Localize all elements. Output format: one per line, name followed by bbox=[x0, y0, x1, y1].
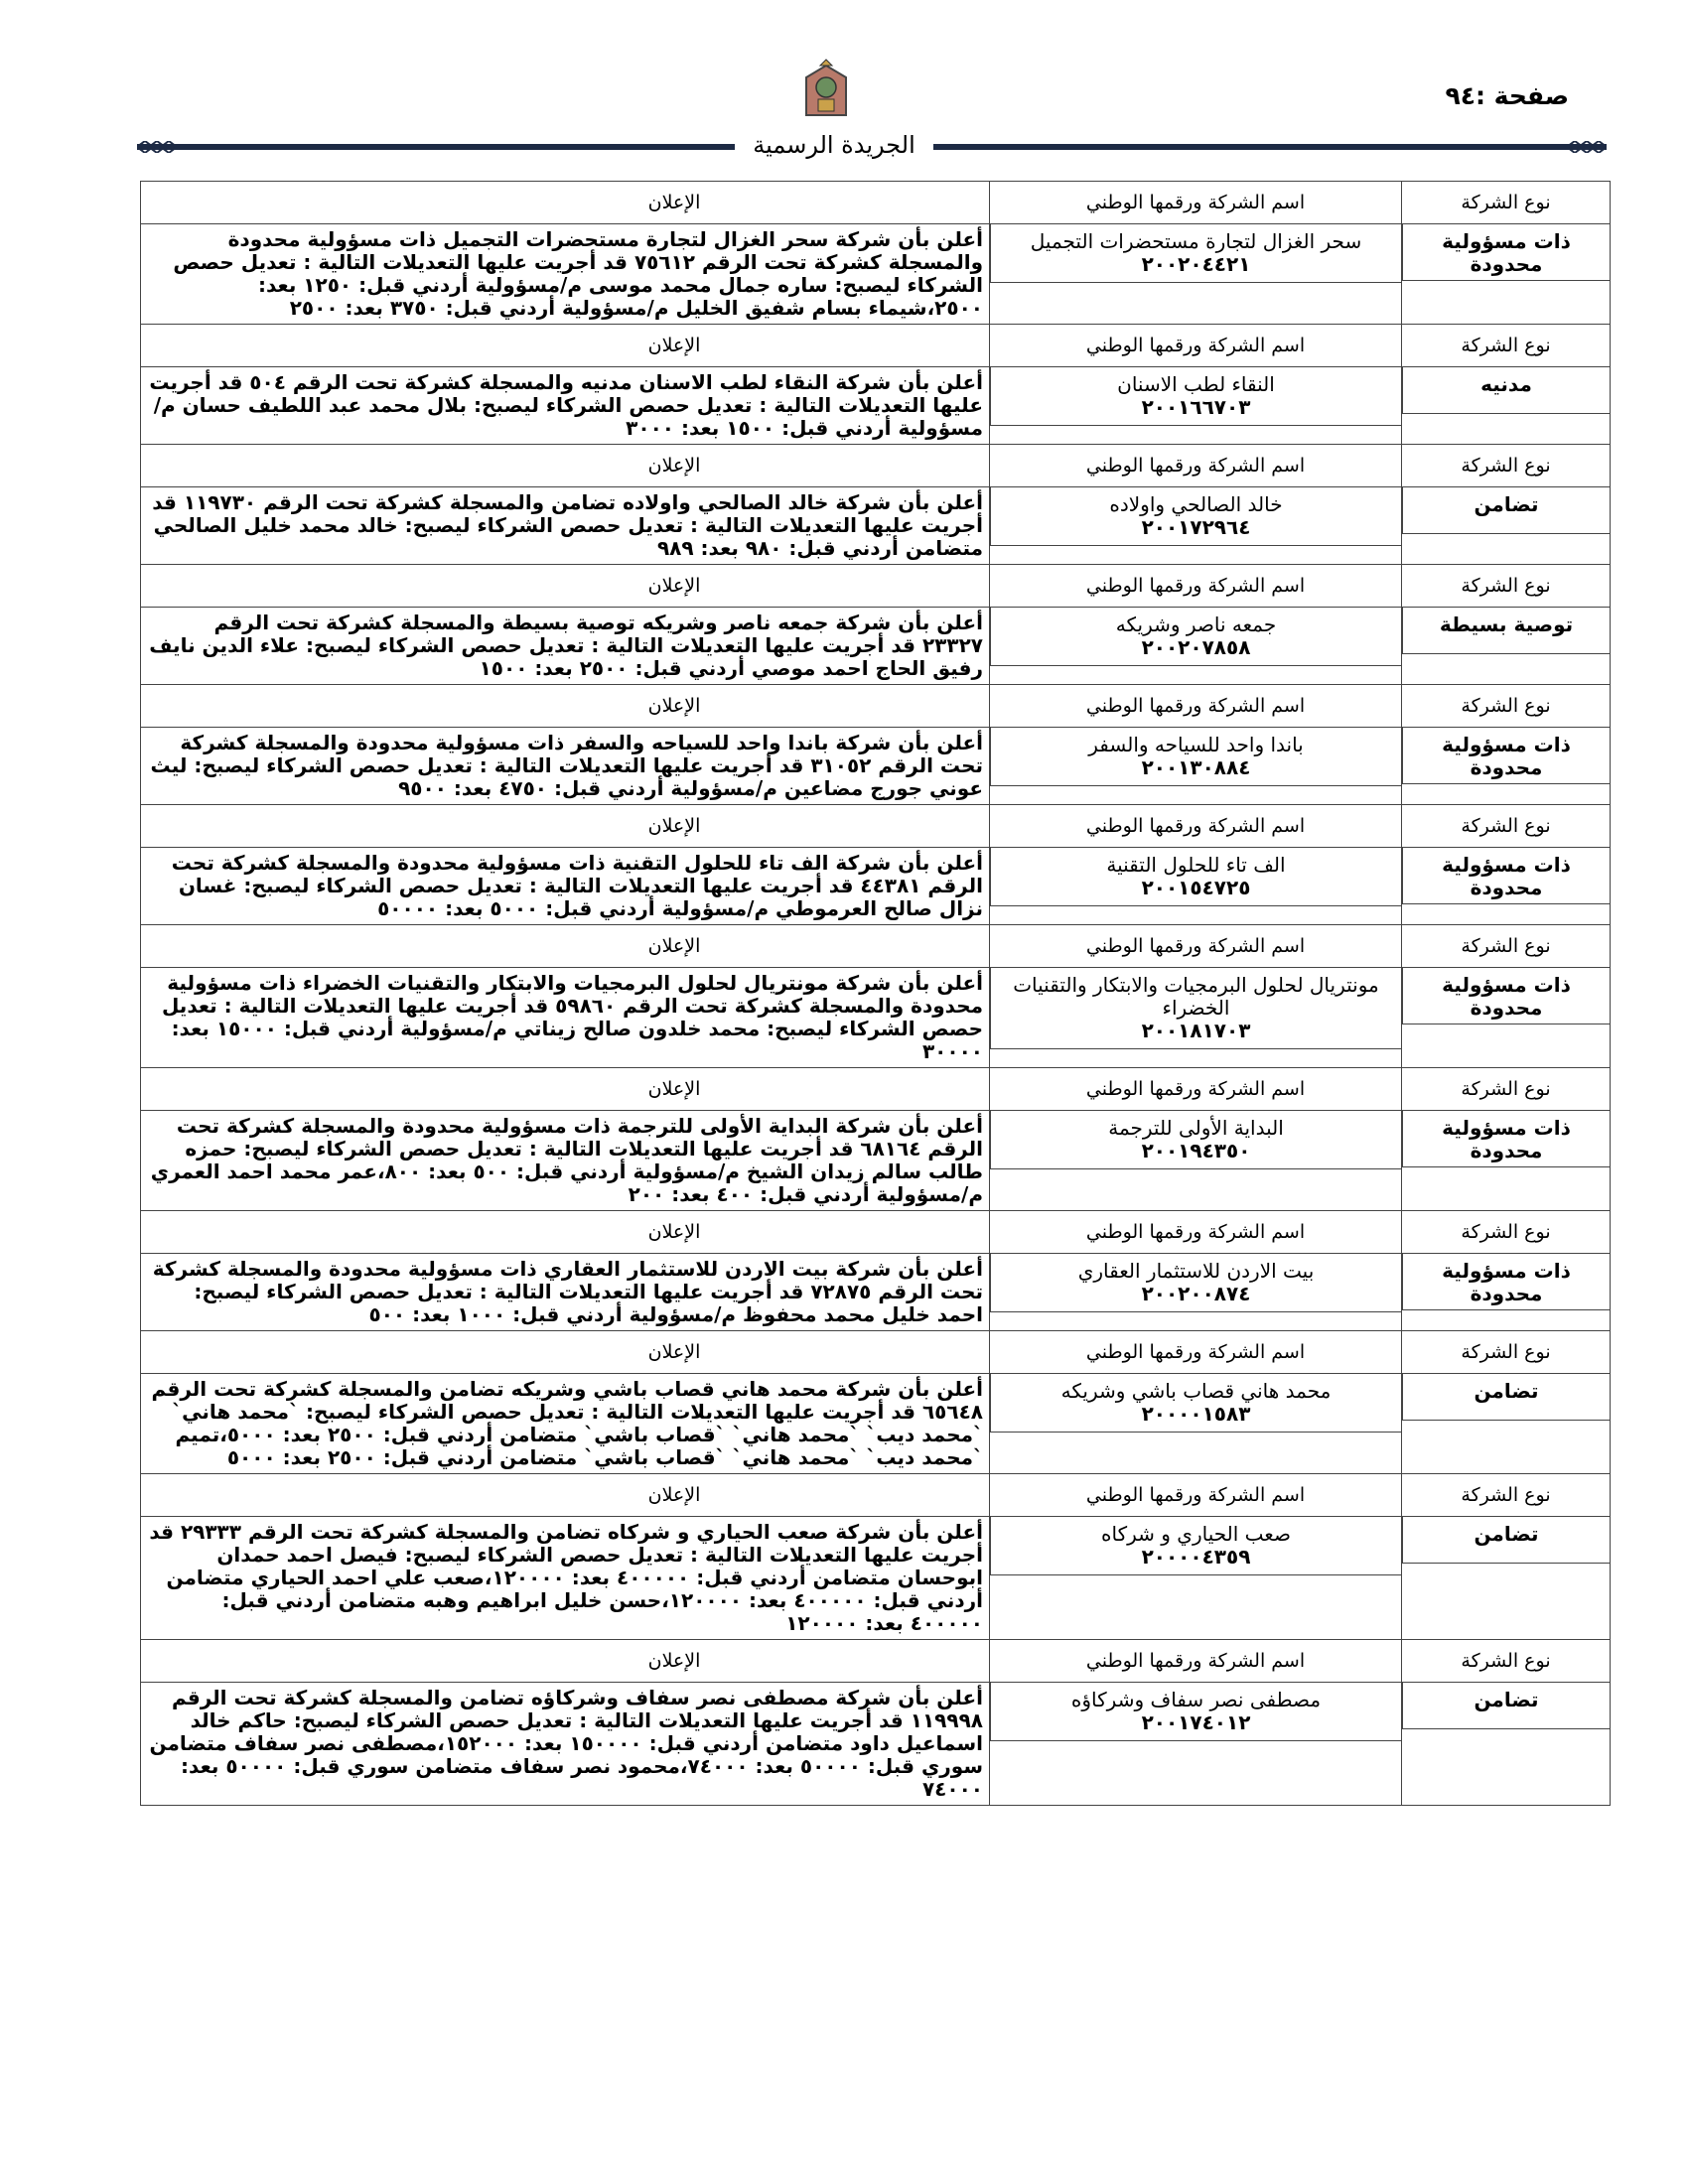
announcement-text: أعلن بأن شركة صعب الحياري و شركاه تضامن والمسجلة كشركة تحت الرقم ٢٩٣٣٣ قد أجريت عليها التعديلات التالية : تعديل حصص الشركاء ليصبح: فيصل احمد حمدان ابوحسان متضامن أردني قبل: ٤٠٠٠٠٠ بعد: ١٢٠٠٠٠،صعب علي احمد الحياري متضامن أردني قبل: ٤٠٠٠٠٠ بعد: ١٢٠٠٠٠،حسن خليل ابراهيم وهبه متضامن أردني قبل: ٤٠٠٠٠٠ بعد: ١٢٠٠٠٠ bbox=[149, 1520, 983, 1635]
record-header-row bbox=[141, 445, 1611, 487]
company-national-number: ٢٠٠١٣٠٨٨٤ bbox=[1141, 755, 1251, 779]
company-name: محمد هاني قصاب باشي وشريكه bbox=[1060, 1379, 1332, 1403]
company-type: ذات مسؤولية محدودة bbox=[1402, 728, 1610, 784]
company-type: تضامن bbox=[1402, 1374, 1610, 1421]
header-announcement: الإعلان bbox=[141, 565, 990, 608]
company-national-number: ٢٠٠١٨١٧٠٣ bbox=[1141, 1019, 1251, 1042]
company-national-number: ٢٠٠١٧٢٩٦٤ bbox=[1141, 515, 1251, 539]
company-national-number: ٢٠٠١٦٦٧٠٣ bbox=[1141, 395, 1251, 419]
company-type: ذات مسؤولية محدودة bbox=[1402, 1111, 1610, 1167]
header-company-name: اسم الشركة ورقمها الوطني bbox=[990, 1068, 1402, 1111]
header-company-type: نوع الشركة bbox=[1402, 565, 1611, 608]
company-national-number: ٢٠٠١٩٤٣٥٠ bbox=[1141, 1139, 1251, 1162]
announcement-text: أعلن بأن شركة الف تاء للحلول التقنية ذات مسؤولية محدودة والمسجلة كشركة تحت الرقم ٤٤٣٨١ قد أجريت عليها التعديلات التالية : تعديل حصص الشركاء ليصبح: غسان نزال صالح العرموطي م/مسؤولية أردني قبل: ٥٠٠٠ بعد: ٥٠٠٠٠ bbox=[171, 851, 983, 920]
record-header-row bbox=[141, 1640, 1611, 1683]
record-row bbox=[141, 848, 1611, 925]
record-header-row bbox=[141, 565, 1611, 608]
header-company-name: اسم الشركة ورقمها الوطني bbox=[990, 1211, 1402, 1254]
company-type: تضامن bbox=[1402, 487, 1610, 534]
company-name: صعب الحياري و شركاه bbox=[1101, 1522, 1291, 1546]
record-row bbox=[141, 367, 1611, 445]
company-name: النقاء لطب الاسنان bbox=[1117, 372, 1275, 396]
header-company-type: نوع الشركة bbox=[1402, 1068, 1611, 1111]
header-announcement: الإعلان bbox=[141, 805, 990, 848]
header-company-name: اسم الشركة ورقمها الوطني bbox=[990, 805, 1402, 848]
record-row bbox=[141, 1517, 1611, 1640]
header-announcement: الإعلان bbox=[141, 1640, 990, 1683]
announcement-text: أعلن بأن شركة جمعه ناصر وشريكه توصية بسيطة والمسجلة كشركة تحت الرقم ٢٣٣٢٧ قد أجريت عليها التعديلات التالية : تعديل حصص الشركاء ليصبح: علاء الدين نايف رفيق الحاج احمد موصي أردني قبل: ٢٥٠٠ بعد: ١٥٠٠ bbox=[149, 611, 983, 680]
company-name: مونتريال لحلول البرمجيات والابتكار والتقنيات الخضراء bbox=[1013, 973, 1379, 1020]
record-row bbox=[141, 224, 1611, 325]
company-national-number: ٢٠٠١٧٤٠١٢ bbox=[1141, 1710, 1251, 1734]
record-header-row bbox=[141, 805, 1611, 848]
record-row bbox=[141, 968, 1611, 1068]
record-header-row bbox=[141, 1068, 1611, 1111]
company-name: باندا واحد للسياحه والسفر bbox=[1088, 733, 1304, 756]
announcement-text: أعلن بأن شركة باندا واحد للسياحه والسفر ذات مسؤولية محدودة والمسجلة كشركة تحت الرقم ٣١٠٥٢ قد أجريت عليها التعديلات التالية : تعديل حصص الشركاء ليصبح: ليث عوني جورج مضاعين م/مسؤولية أردني قبل: ٤٧٥٠ بعد: ٩٥٠٠ bbox=[150, 731, 983, 800]
announcement-text: أعلن بأن شركة مونتريال لحلول البرمجيات والابتكار والتقنيات الخضراء ذات مسؤولية محدودة والمسجلة كشركة تحت الرقم ٥٩٨٦٠ قد أجريت عليها التعديلات التالية : تعديل حصص الشركاء ليصبح: محمد خلدون صالح زيناتي م/مسؤولية أردني قبل: ١٥٠٠٠ بعد: ٣٠٠٠٠ bbox=[161, 971, 983, 1063]
header-company-name: اسم الشركة ورقمها الوطني bbox=[990, 1640, 1402, 1683]
company-name: جمعه ناصر وشريكه bbox=[1115, 613, 1277, 636]
company-name: مصطفى نصر سفاف وشركاؤه bbox=[1070, 1688, 1322, 1711]
header-announcement: الإعلان bbox=[141, 182, 990, 224]
header-company-type: نوع الشركة bbox=[1402, 1640, 1611, 1683]
company-national-number: ٢٠٠٢٠٠٨٧٤ bbox=[1141, 1282, 1251, 1305]
header-company-name: اسم الشركة ورقمها الوطني bbox=[990, 925, 1402, 968]
record-header-row bbox=[141, 685, 1611, 728]
header-company-type: نوع الشركة bbox=[1402, 445, 1611, 487]
header-company-name: اسم الشركة ورقمها الوطني bbox=[990, 1474, 1402, 1517]
record-row bbox=[141, 1683, 1611, 1806]
header-company-type: نوع الشركة bbox=[1402, 805, 1611, 848]
header-company-type: نوع الشركة bbox=[1402, 182, 1611, 224]
record-row bbox=[141, 1254, 1611, 1331]
company-name: سحر الغزال لتجارة مستحضرات التجميل bbox=[1030, 229, 1362, 253]
header-announcement: الإعلان bbox=[141, 445, 990, 487]
company-name: الف تاء للحلول التقنية bbox=[1106, 853, 1286, 877]
header-announcement: الإعلان bbox=[141, 1474, 990, 1517]
header-company-name: اسم الشركة ورقمها الوطني bbox=[990, 182, 1402, 224]
header-announcement: الإعلان bbox=[141, 1211, 990, 1254]
announcement-text: أعلن بأن شركة النقاء لطب الاسنان مدنيه والمسجلة كشركة تحت الرقم ٥٠٤ قد أجريت عليها التعديلات التالية : تعديل حصص الشركاء ليصبح: بلال محمد عبد اللطيف حسان م/مسؤولية أردني قبل: ١٥٠٠ بعد: ٣٠٠٠ bbox=[149, 370, 983, 440]
company-type: ذات مسؤولية محدودة bbox=[1402, 224, 1610, 281]
company-national-number: ٢٠٠٢٠٤٤٢١ bbox=[1141, 252, 1251, 276]
announcement-text: أعلن بأن شركة بيت الاردن للاستثمار العقاري ذات مسؤولية محدودة والمسجلة كشركة تحت الرقم ٧٢٨٧٥ قد أجريت عليها التعديلات التالية : تعديل حصص الشركاء ليصبح: احمد خليل محمد محفوظ م/مسؤولية أردني قبل: ١٠٠٠ بعد: ٥٠٠ bbox=[152, 1257, 983, 1326]
announcement-text: أعلن بأن شركة مصطفى نصر سفاف وشركاؤه تضامن والمسجلة كشركة تحت الرقم ١١٩٩٩٨ قد أجريت عليها التعديلات التالية : تعديل حصص الشركاء ليصبح: حاكم خالد اسماعيل داود متضامن أردني قبل: ١٥٠٠٠٠ بعد: ١٥٢٠٠٠،مصطفى نصر سفاف متضامن سوري قبل: ٥٠٠٠٠ بعد: ٧٤٠٠٠،محمود نصر سفاف متضامن سوري قبل: ٥٠٠٠٠ بعد: ٧٤٠٠٠ bbox=[149, 1686, 983, 1801]
header-announcement: الإعلان bbox=[141, 925, 990, 968]
company-type: تضامن bbox=[1402, 1517, 1610, 1564]
record-row bbox=[141, 1374, 1611, 1474]
company-type: ذات مسؤولية محدودة bbox=[1402, 848, 1610, 904]
record-header-row bbox=[141, 1474, 1611, 1517]
header-company-name: اسم الشركة ورقمها الوطني bbox=[990, 1331, 1402, 1374]
company-name: خالد الصالحي واولاده bbox=[1109, 492, 1283, 516]
announcement-text: أعلن بأن شركة خالد الصالحي واولاده تضامن والمسجلة كشركة تحت الرقم ١١٩٧٣٠ قد أجريت عليها التعديلات التالية : تعديل حصص الشركاء ليصبح: خالد محمد خليل الصالحي متضامن أردني قبل: ٩٨٠ بعد: ٩٨٩ bbox=[152, 490, 983, 560]
announcements-table bbox=[140, 181, 1611, 1806]
company-national-number: ٢٠٠١٥٤٧٢٥ bbox=[1141, 876, 1251, 899]
header-announcement: الإعلان bbox=[141, 1068, 990, 1111]
company-type: ذات مسؤولية محدودة bbox=[1402, 968, 1610, 1024]
header-announcement: الإعلان bbox=[141, 685, 990, 728]
record-row bbox=[141, 1111, 1611, 1211]
header-company-name: اسم الشركة ورقمها الوطني bbox=[990, 565, 1402, 608]
company-name: البداية الأولى للترجمة bbox=[1108, 1116, 1284, 1140]
company-type: ذات مسؤولية محدودة bbox=[1402, 1254, 1610, 1310]
company-type: توصية بسيطة bbox=[1402, 608, 1610, 654]
announcement-text: أعلن بأن شركة محمد هاني قصاب باشي وشريكه تضامن والمسجلة كشركة تحت الرقم ٦٥٦٤٨ قد أجريت عليها التعديلات التالية : تعديل حصص الشركاء ليصبح: `محمد هاني` `محمد ديب` `محمد هاني` `قصاب باشي` متضامن أردني قبل: ٢٥٠٠ بعد: ٥٠٠٠،تميم `محمد ديب` `محمد هاني` `قصاب باشي` متضامن أردني قبل: ٢٥٠٠ بعد: ٥٠٠٠ bbox=[151, 1377, 983, 1469]
header-company-name: اسم الشركة ورقمها الوطني bbox=[990, 445, 1402, 487]
header-announcement: الإعلان bbox=[141, 325, 990, 367]
company-national-number: ٢٠٠٢٠٧٨٥٨ bbox=[1141, 635, 1251, 659]
header-company-type: نوع الشركة bbox=[1402, 925, 1611, 968]
header-company-name: اسم الشركة ورقمها الوطني bbox=[990, 325, 1402, 367]
header-company-type: نوع الشركة bbox=[1402, 1474, 1611, 1517]
header-company-type: نوع الشركة bbox=[1402, 1331, 1611, 1374]
company-name: بيت الاردن للاستثمار العقاري bbox=[1077, 1259, 1315, 1283]
record-header-row bbox=[141, 325, 1611, 367]
record-row bbox=[141, 728, 1611, 805]
announcement-text: أعلن بأن شركة سحر الغزال لتجارة مستحضرات التجميل ذات مسؤولية محدودة والمسجلة كشركة تحت الرقم ٧٥٦١٢ قد أجريت عليها التعديلات التالية : تعديل حصص الشركاء ليصبح: ساره جمال محمد موسى م/مسؤولية أردني قبل: ١٢٥٠ بعد: ٢٥٠٠،شيماء بسام شفيق الخليل م/مسؤولية أردني قبل: ٣٧٥٠ بعد: ٢٥٠٠ bbox=[173, 227, 983, 320]
company-type: مدنيه bbox=[1402, 367, 1610, 414]
record-header-row bbox=[141, 925, 1611, 968]
header-company-type: نوع الشركة bbox=[1402, 685, 1611, 728]
header-company-type: نوع الشركة bbox=[1402, 1211, 1611, 1254]
announcement-text: أعلن بأن شركة البداية الأولى للترجمة ذات مسؤولية محدودة والمسجلة كشركة تحت الرقم ٦٨١٦٤ قد أجريت عليها التعديلات التالية : تعديل حصص الشركاء ليصبح: حمزه طالب سالم زيدان الشيخ م/مسؤولية أردني قبل: ٥٠٠ بعد: ٨٠٠،عمر محمد احمد العمري م/مسؤولية أردني قبل: ٤٠٠ بعد: ٢٠٠ bbox=[150, 1114, 983, 1206]
header-announcement: الإعلان bbox=[141, 1331, 990, 1374]
company-national-number: ٢٠٠٠٠١٥٨٣ bbox=[1141, 1402, 1251, 1426]
company-national-number: ٢٠٠٠٠٤٣٥٩ bbox=[1141, 1545, 1251, 1569]
record-header-row bbox=[141, 1211, 1611, 1254]
record-row bbox=[141, 487, 1611, 565]
coat-of-arms-icon bbox=[792, 58, 860, 125]
record-header-row bbox=[141, 1331, 1611, 1374]
gazette-title: الجريدة الرسمية bbox=[735, 131, 933, 167]
record-header-row bbox=[141, 182, 1611, 224]
header-company-name: اسم الشركة ورقمها الوطني bbox=[990, 685, 1402, 728]
record-row bbox=[141, 608, 1611, 685]
page-number: صفحة :٩٤ bbox=[1445, 81, 1569, 110]
company-type: تضامن bbox=[1402, 1683, 1610, 1729]
header-company-type: نوع الشركة bbox=[1402, 325, 1611, 367]
